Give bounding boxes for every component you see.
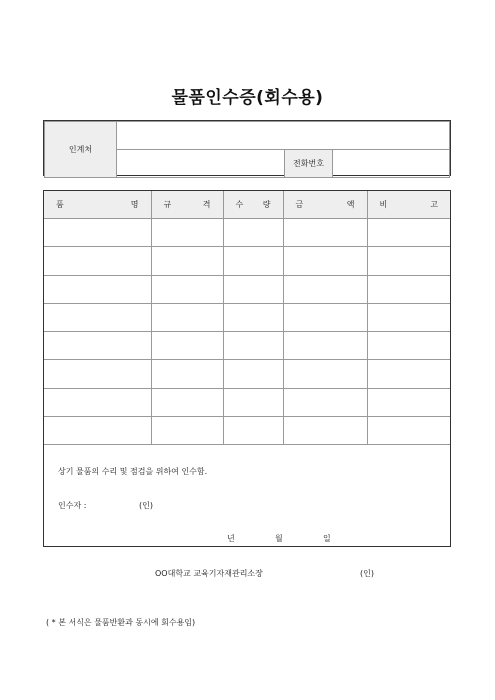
table-cell[interactable] — [367, 388, 450, 416]
table-cell[interactable] — [151, 417, 223, 445]
date-year-label: 년 — [227, 534, 235, 543]
column-header-char: 규 — [163, 200, 172, 209]
table-cell[interactable] — [367, 360, 450, 388]
table-cell[interactable] — [151, 388, 223, 416]
receiver-seal: (인) — [139, 501, 153, 510]
giver-table — [44, 121, 450, 178]
table-row — [44, 219, 450, 247]
column-header-char: 금 — [295, 200, 304, 209]
table-cell[interactable] — [44, 303, 151, 331]
table-cell[interactable] — [44, 360, 151, 388]
column-header-char: 비 — [379, 200, 388, 209]
column-header — [223, 191, 283, 219]
date-month-label: 월 — [275, 534, 283, 543]
table-cell[interactable] — [367, 332, 450, 360]
column-header — [283, 191, 367, 219]
issuer-seal: (인) — [360, 569, 374, 578]
column-header-char: 량 — [262, 200, 271, 209]
giver-address-field[interactable] — [117, 150, 285, 178]
table-cell[interactable] — [283, 219, 367, 247]
items-box — [43, 190, 451, 547]
table-cell[interactable] — [223, 303, 283, 331]
table-cell[interactable] — [151, 360, 223, 388]
column-header-char: 액 — [346, 200, 355, 209]
giver-info-box — [43, 120, 451, 176]
table-row — [44, 247, 450, 275]
column-header-char: 격 — [202, 200, 211, 209]
phone-field[interactable] — [333, 150, 450, 178]
table-row — [44, 417, 450, 445]
table-cell[interactable] — [367, 219, 450, 247]
table-cell[interactable] — [151, 247, 223, 275]
giver-label: 인계처 — [45, 122, 117, 178]
table-cell[interactable] — [223, 275, 283, 303]
date-day-label: 일 — [323, 534, 331, 543]
table-cell[interactable] — [44, 417, 151, 445]
receiver-label: 인수자 : — [58, 501, 87, 510]
table-cell[interactable] — [283, 388, 367, 416]
table-row — [44, 388, 450, 416]
column-header-char: 명 — [130, 200, 139, 209]
document-title: 물품인수증(회수용) — [171, 88, 324, 108]
column-header-char: 수 — [235, 200, 244, 209]
table-row — [44, 360, 450, 388]
items-header-row — [44, 191, 450, 219]
table-cell[interactable] — [283, 303, 367, 331]
table-cell[interactable] — [283, 360, 367, 388]
table-cell[interactable] — [283, 275, 367, 303]
table-cell[interactable] — [367, 303, 450, 331]
column-header — [44, 191, 151, 219]
table-cell[interactable] — [44, 219, 151, 247]
column-header-char: 품 — [56, 200, 64, 209]
table-cell[interactable] — [223, 332, 283, 360]
table-cell[interactable] — [367, 417, 450, 445]
table-row — [44, 275, 450, 303]
column-header — [151, 191, 223, 219]
issuer-name: OO대학교 교육기자재관리소장 — [155, 569, 263, 578]
table-cell[interactable] — [223, 360, 283, 388]
table-row — [44, 303, 450, 331]
giver-name-field[interactable] — [117, 122, 450, 150]
table-cell[interactable] — [367, 275, 450, 303]
table-row — [44, 332, 450, 360]
table-cell[interactable] — [151, 275, 223, 303]
footnote: ( * 본 서식은 물품반환과 동시에 회수용임) — [46, 618, 196, 627]
column-header-char: 고 — [430, 200, 438, 209]
table-cell[interactable] — [44, 388, 151, 416]
receipt-statement: 상기 물품의 수리 및 점검을 위하여 인수함. — [58, 467, 208, 476]
table-cell[interactable] — [223, 247, 283, 275]
table-cell[interactable] — [44, 332, 151, 360]
table-cell[interactable] — [44, 247, 151, 275]
table-cell[interactable] — [283, 247, 367, 275]
table-cell[interactable] — [151, 332, 223, 360]
table-cell[interactable] — [283, 417, 367, 445]
items-table — [44, 191, 450, 445]
table-cell[interactable] — [223, 417, 283, 445]
table-cell[interactable] — [223, 388, 283, 416]
table-cell[interactable] — [223, 219, 283, 247]
phone-label: 전화번호 — [285, 150, 333, 178]
table-cell[interactable] — [283, 332, 367, 360]
column-header — [367, 191, 450, 219]
table-cell[interactable] — [151, 219, 223, 247]
table-cell[interactable] — [151, 303, 223, 331]
table-cell[interactable] — [44, 275, 151, 303]
table-cell[interactable] — [367, 247, 450, 275]
